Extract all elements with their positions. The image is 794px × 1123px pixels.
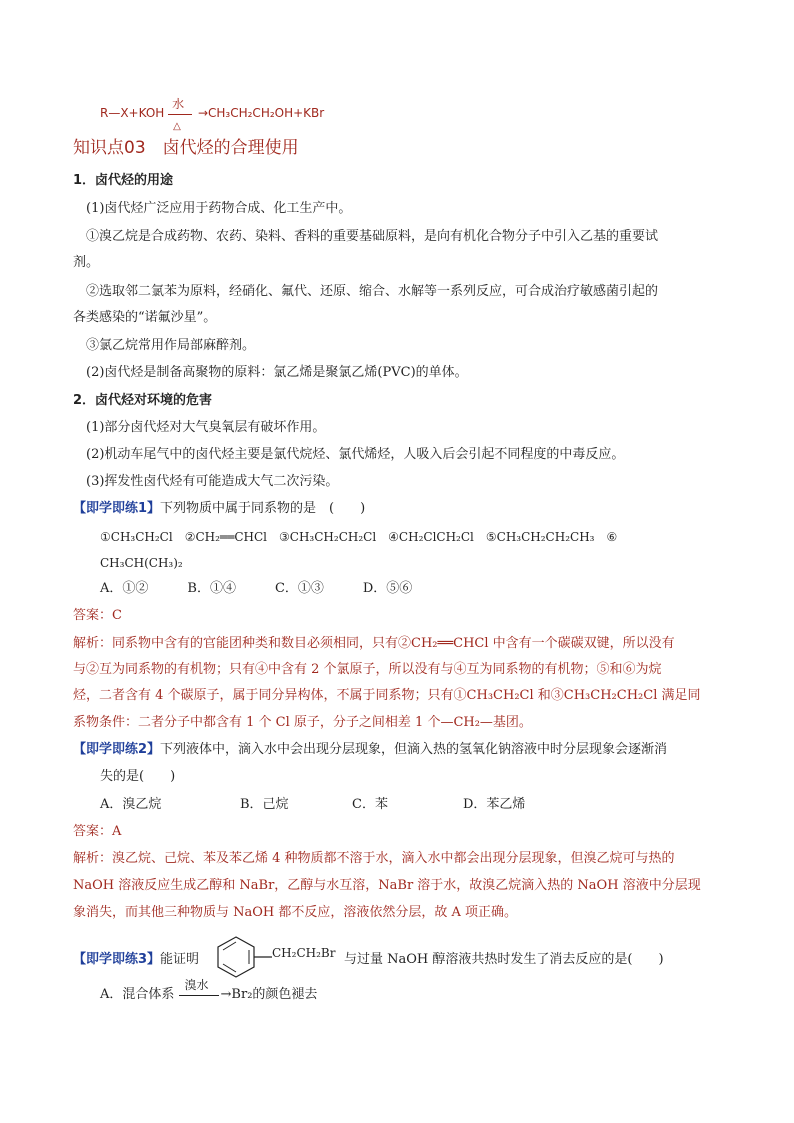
q2-exp2: NaOH 溶液反应生成乙醇和 NaBr，乙醇与水互溶，NaBr 溶于水，故溴乙烷滴入热的 NaOH 溶液中分层现 [73, 878, 701, 893]
part1-p1: (1)卤代烃广泛应用于药物合成、化工生产中。 [86, 201, 352, 216]
part2-p3: (3)挥发性卤代烃有可能造成大气二次污染。 [86, 474, 339, 489]
q3-opt-a-arrow [179, 977, 221, 1002]
part1-p3a: ②选取邻二氯苯为原料，经硝化、氟代、还原、缩合、水解等一系列反应，可合成治疗敏感菌引起的 [86, 284, 659, 299]
q2-answer: 答案：A [73, 824, 122, 839]
q2-opt-b: B．己烷 [240, 797, 289, 812]
q3-tag: 【即学即练3】 [73, 952, 161, 967]
q3-substituent: CH₂CH₂Br [272, 946, 336, 960]
q3-stem-pre-line [73, 951, 199, 969]
q3-stem-pre: 能证明 [160, 952, 200, 967]
q3-opt-a [100, 977, 318, 1004]
q1-exp1: 解析：同系物中含有的官能团种类和数目必须相同，只有②CH₂══CHCl 中含有一个碳碳双键，所以没有 [73, 636, 675, 651]
q1-exp3: 烃，二者含有 4 个碳原子，属于同分异构体，不属于同系物；只有①CH₃CH₂Cl 和③CH₃CH₂CH₂Cl 满足同 [73, 688, 701, 703]
q2-opt-a: A．溴乙烷 [100, 797, 162, 812]
part1-p2a: ①溴乙烷是合成药物、农药、染料、香料的重要基础原料，是向有机化合物分子中引入乙基的重要试 [86, 229, 659, 244]
reaction-arrow-bar [168, 114, 192, 115]
part2-p1: (1)部分卤代烃对大气臭氧层有破坏作用。 [86, 420, 326, 435]
reaction-right: →CH₃CH₂CH₂OH+KBr [197, 106, 325, 120]
q1-items-line2: CH₃CH(CH₃)₂ [100, 556, 183, 570]
q1-tag: 【即学即练1】 [73, 501, 161, 516]
q1-stem: 下列物质中属于同系物的是 ( ) [160, 501, 366, 516]
reaction-condition-arrow [168, 96, 194, 132]
q1-items-line1: ①CH₃CH₂Cl ②CH₂══CHCl ③CH₃CH₂CH₂Cl ④CH₂ClCH₂Cl ⑤CH₃CH₂CH₂CH₃ ⑥ [100, 530, 618, 544]
part1-p2b: 剂。 [73, 255, 100, 270]
q3-opt-a-post: →Br₂的颜色褪去 [220, 987, 318, 1002]
reaction-left: R—X+KOH [100, 106, 165, 120]
benzene-ring-structure [214, 933, 276, 983]
q2-opt-c: C．苯 [352, 797, 388, 812]
reaction-condition-top: 水 [172, 96, 185, 111]
part1-p3b: 各类感染的“诺氟沙星”。 [73, 310, 217, 325]
q1-stem-line [73, 500, 365, 518]
part1-p5: (2)卤代烃是制备高聚物的原料：氯乙烯是聚氯乙烯(PVC)的单体。 [86, 365, 468, 380]
section-title: 知识点03 卤代烃的合理使用 [73, 138, 299, 158]
q1-exp4: 系物条件：二者分子中都含有 1 个 Cl 原子，分子之间相差 1 个—CH₂—基团。 [73, 715, 532, 730]
q2-opt-d: D．苯乙烯 [463, 797, 526, 812]
part1-heading: 1．卤代烃的用途 [73, 173, 174, 188]
q1-answer: 答案：C [73, 608, 122, 623]
part2-p2: (2)机动车尾气中的卤代烃主要是氯代烷烃、氯代烯烃，人吸入后会引起不同程度的中毒反应。 [86, 447, 625, 462]
q2-exp3: 象消失，而其他三种物质与 NaOH 都不反应，溶液依然分层，故 A 项正确。 [73, 905, 518, 920]
q3-stem-post: 与过量 NaOH 醇溶液共热时发生了消去反应的是( ) [344, 952, 664, 967]
q2-stem2: 失的是( ) [100, 769, 176, 784]
q1-exp2: 与②互为同系物的有机物；只有④中含有 2 个氯原子，所以没有与④互为同系物的有机物；⑤和⑥为烷 [73, 662, 662, 677]
part1-p4: ③氯乙烷常用作局部麻醉剂。 [86, 338, 256, 353]
q2-tag: 【即学即练2】 [73, 742, 161, 757]
reaction-condition-bottom: △ [173, 120, 181, 132]
q3-opt-a-arrow-bar [179, 995, 219, 996]
q2-exp1: 解析：溴乙烷、己烷、苯及苯乙烯 4 种物质都不溶于水，滴入水中都会出现分层现象，但溴乙烷可与热的 [73, 851, 675, 866]
q1-options: A．①② B．①④ C．①③ D．⑤⑥ [100, 581, 413, 596]
q3-opt-a-condition: 溴水 [184, 977, 209, 992]
q2-stem-line [73, 741, 667, 759]
q2-stem1: 下列液体中，滴入水中会出现分层现象，但滴入热的氢氧化钠溶液中时分层现象会逐渐消 [160, 742, 668, 757]
part2-heading: 2．卤代烃对环境的危害 [73, 393, 213, 408]
reaction-equation [100, 96, 325, 132]
q3-opt-a-pre: A．混合体系 [100, 987, 175, 1002]
